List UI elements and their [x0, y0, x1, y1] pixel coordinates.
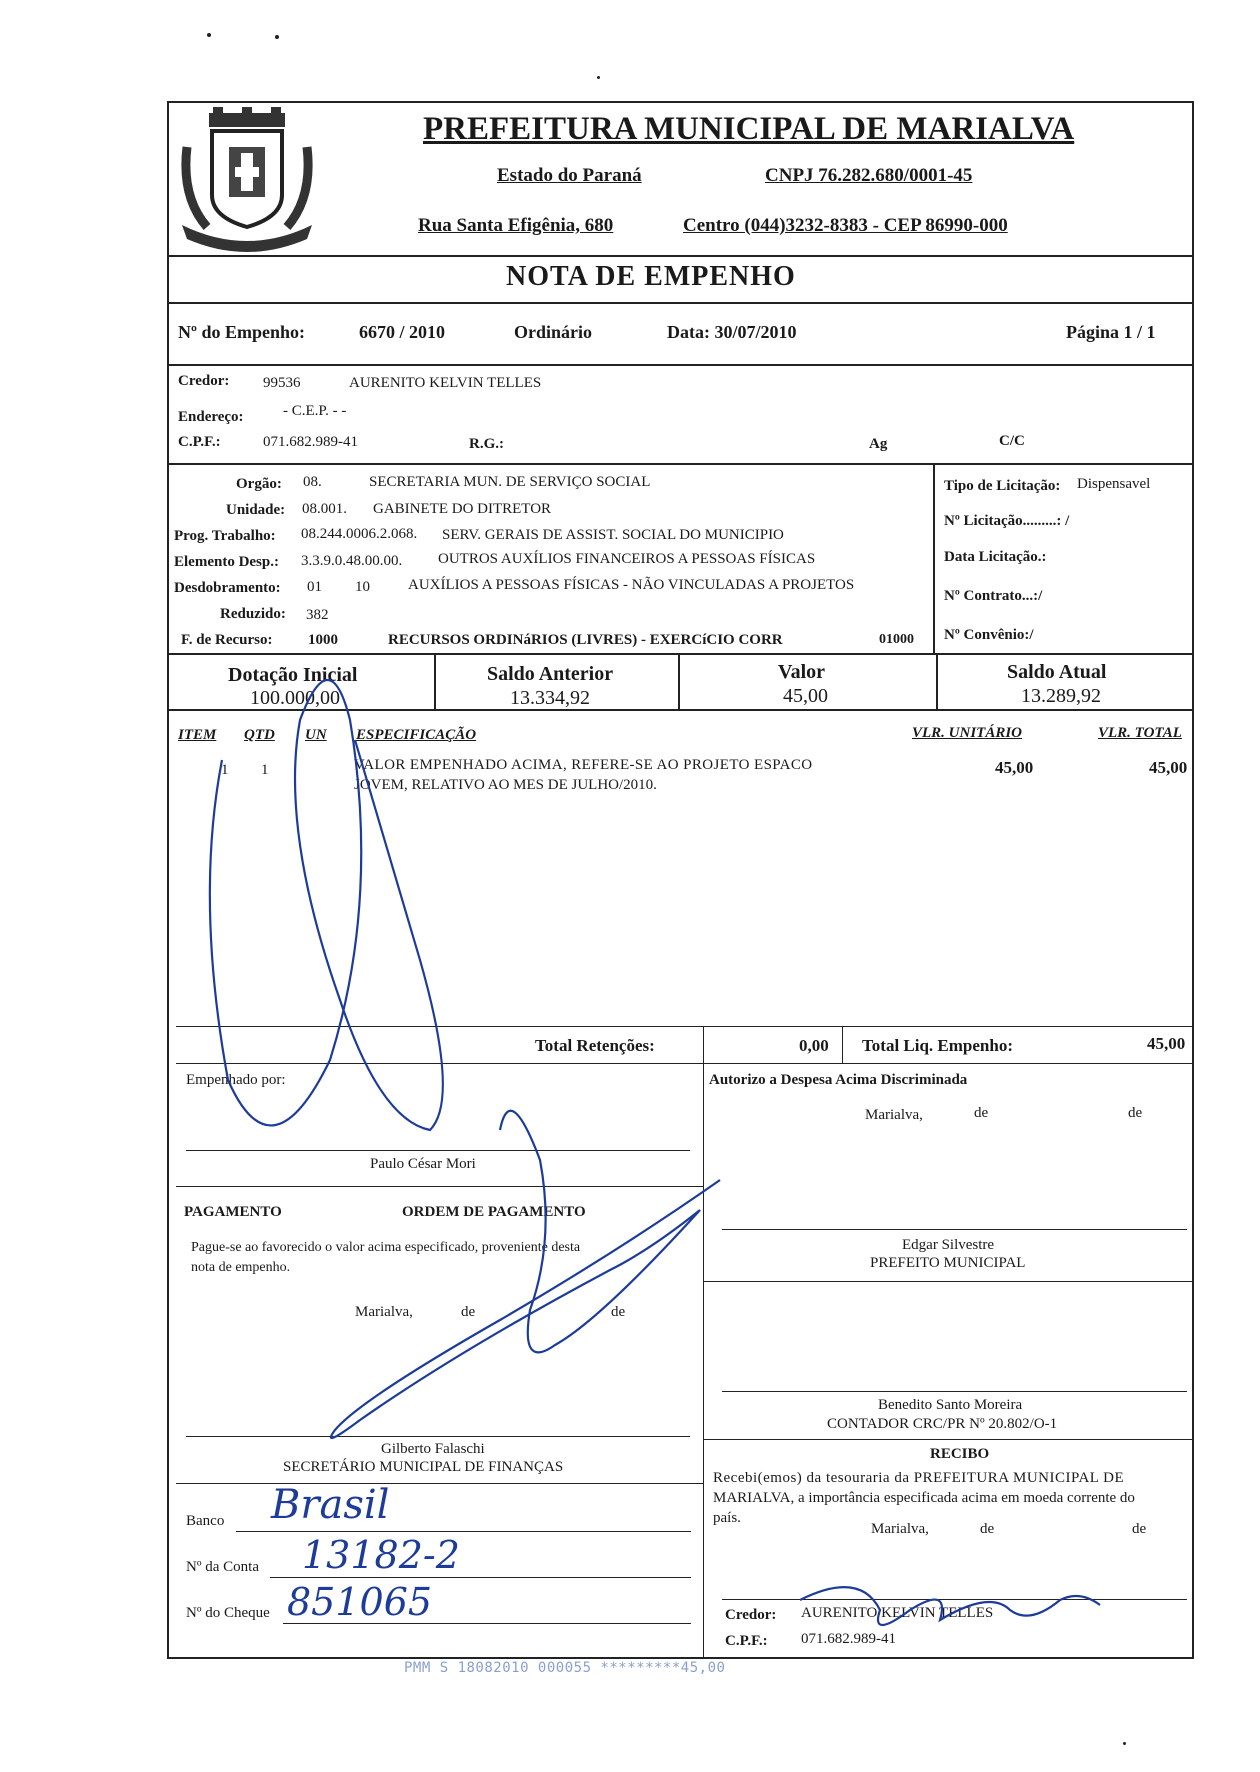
contador-name: Benedito Santo Moreira — [878, 1397, 1023, 1413]
pagamento-de1: de — [461, 1304, 476, 1320]
col-un: UN — [305, 727, 327, 743]
col-item: ITEM — [178, 727, 217, 743]
dotacao-label: Dotação Inicial — [228, 664, 358, 686]
prefeito-role: PREFEITO MUNICIPAL — [870, 1255, 1026, 1271]
fonte-value: RECURSOS ORDINáRIOS (LIVRES) - EXERCíCIO CORR — [388, 632, 783, 648]
orgao-label: Orgão: — [236, 476, 282, 492]
cc-label: C/C — [999, 433, 1025, 449]
row-item: 1 — [221, 762, 229, 778]
elemento-code: 3.3.9.0.48.00.00. — [301, 553, 403, 569]
pagamento-text-line2: nota de empenho. — [191, 1260, 291, 1275]
cpf-value: 071.682.989-41 — [263, 434, 358, 450]
empenho-number: 6670 / 2010 — [359, 322, 446, 342]
recibo-signature — [800, 1587, 1100, 1625]
autorizo-de2: de — [1128, 1105, 1143, 1121]
col-valor-total: VLR. TOTAL — [1098, 725, 1182, 741]
recibo-credor-name: AURENITO KELVIN TELLES — [801, 1605, 994, 1621]
ag-label: Ag — [869, 436, 888, 452]
col-especificacao: ESPECIFICAÇÃO — [356, 727, 477, 743]
reduzido-label: Reduzido: — [220, 606, 286, 622]
cheque-handwritten: 851065 — [287, 1580, 433, 1624]
prog-value: SERV. GERAIS DE ASSIST. SOCIAL DO MUNICIPIO — [442, 527, 784, 543]
autorizo-label: Autorizo a Despesa Acima Discriminada — [709, 1072, 968, 1088]
row-description-line2: JOVEM, RELATIVO AO MES DE JULHO/2010. — [354, 777, 657, 793]
ordem-pagamento-label: ORDEM DE PAGAMENTO — [402, 1204, 586, 1220]
elemento-value: OUTROS AUXÍLIOS FINANCEIROS A PESSOAS FÍSICAS — [438, 551, 816, 567]
row-total-value: 45,00 — [1149, 758, 1188, 777]
col-qtd: QTD — [244, 727, 275, 743]
secretario-name: Gilberto Falaschi — [381, 1441, 485, 1457]
recibo-de2: de — [1132, 1521, 1147, 1537]
secretario-role: SECRETÁRIO MUNICIPAL DE FINANÇAS — [283, 1459, 564, 1475]
cheque-label: Nº do Cheque — [186, 1605, 270, 1621]
desdobramento-value: AUXÍLIOS A PESSOAS FÍSICAS - NÃO VINCULADAS A PROJETOS — [408, 577, 855, 593]
elemento-label: Elemento Desp.: — [174, 554, 279, 570]
recibo-city: Marialva, — [871, 1521, 929, 1537]
empenhado-signature — [210, 680, 443, 1130]
header-title: PREFEITURA MUNICIPAL DE MARIALVA — [423, 111, 1075, 147]
col-valor-unitario: VLR. UNITÁRIO — [912, 725, 1023, 741]
conta-label: Nº da Conta — [186, 1559, 259, 1575]
recibo-text-line1: Recebi(emos) da tesouraria da PREFEITURA MUNICIPAL DE — [713, 1470, 1125, 1486]
tipo-licitacao-label: Tipo de Licitação: — [944, 478, 1061, 494]
row-description-line1: VALOR EMPENHADO ACIMA, REFERE-SE AO PROJETO ESPACO — [354, 757, 813, 773]
endereco-label: Endereço: — [178, 409, 244, 425]
reduzido-value: 382 — [306, 607, 329, 623]
saldo-anterior-label: Saldo Anterior — [487, 663, 614, 685]
recibo-title: RECIBO — [930, 1446, 990, 1462]
empenho-type: Ordinário — [514, 322, 593, 342]
contador-role: CONTADOR CRC/PR Nº 20.802/O-1 — [827, 1416, 1058, 1432]
tipo-licitacao-value: Dispensavel — [1077, 476, 1151, 492]
desdobramento-label: Desdobramento: — [174, 580, 281, 596]
credor-label: Credor: — [178, 373, 230, 389]
empenho-date: Data: 30/07/2010 — [667, 322, 797, 342]
row-unit-value: 45,00 — [995, 758, 1034, 777]
rg-label: R.G.: — [469, 436, 504, 452]
header-contact: Centro (044)3232-8383 - CEP 86990-000 — [683, 215, 1008, 236]
valor-label: Valor — [778, 661, 826, 683]
recibo-de1: de — [980, 1521, 995, 1537]
unidade-value: GABINETE DO DITRETOR — [373, 501, 552, 517]
credor-name: AURENITO KELVIN TELLES — [349, 375, 542, 391]
dotacao-value: 100.000,00 — [250, 687, 340, 709]
prog-code: 08.244.0006.2.068. — [301, 526, 418, 542]
total-liquido-value: 45,00 — [1147, 1034, 1186, 1053]
recibo-cpf-label: C.P.F.: — [725, 1633, 768, 1649]
numero-contrato: Nº Contrato...:/ — [944, 588, 1043, 604]
recibo-text-line2: MARIALVA, a importância especificada acima em moeda corrente do — [713, 1490, 1135, 1506]
empenho-label: Nº do Empenho: — [178, 322, 305, 342]
numero-licitacao: Nº Licitação.........: / — [944, 513, 1070, 529]
recibo-cpf-value: 071.682.989-41 — [801, 1631, 896, 1647]
saldo-atual-label: Saldo Atual — [1007, 661, 1107, 683]
desdobramento-code1: 01 — [307, 579, 322, 595]
document-title: NOTA DE EMPENHO — [506, 261, 796, 292]
pagamento-label: PAGAMENTO — [184, 1204, 282, 1220]
row-qtd: 1 — [261, 762, 269, 778]
header-cnpj: CNPJ 76.282.680/0001-45 — [765, 165, 973, 186]
orgao-value: SECRETARIA MUN. DE SERVIÇO SOCIAL — [369, 474, 651, 490]
pagamento-de2: de — [611, 1304, 626, 1320]
empenhado-name: Paulo César Mori — [370, 1156, 476, 1172]
total-retencoes-value: 0,00 — [799, 1036, 829, 1055]
total-liquido-label: Total Liq. Empenho: — [862, 1036, 1013, 1055]
conta-handwritten: 13182-2 — [302, 1533, 460, 1577]
valor-value: 45,00 — [783, 685, 828, 707]
unidade-code: 08.001. — [302, 501, 347, 517]
prefeito-name: Edgar Silvestre — [902, 1237, 995, 1253]
banco-label: Banco — [186, 1513, 225, 1529]
saldo-atual-value: 13.289,92 — [1021, 685, 1101, 707]
pagamento-city: Marialva, — [355, 1304, 413, 1320]
credor-code: 99536 — [263, 375, 301, 391]
payment-stamp: PMM S 18082010 000055 *********45,00 — [404, 1660, 726, 1676]
autorizo-city: Marialva, — [865, 1107, 923, 1123]
header-address: Rua Santa Efigênia, 680 — [418, 215, 614, 236]
data-licitacao: Data Licitação.: — [944, 549, 1047, 565]
endereco-value: - C.E.P. - - — [283, 403, 347, 419]
fonte-code: 1000 — [308, 632, 338, 648]
empenhado-label: Empenhado por: — [186, 1072, 286, 1088]
empenho-page: Página 1 / 1 — [1066, 322, 1156, 342]
desdobramento-code2: 10 — [355, 579, 370, 595]
autorizo-de1: de — [974, 1105, 989, 1121]
cpf-label: C.P.F.: — [178, 434, 221, 450]
total-retencoes-label: Total Retenções: — [535, 1036, 655, 1055]
numero-convenio: Nº Convênio:/ — [944, 627, 1034, 643]
orgao-code: 08. — [303, 474, 322, 490]
saldo-anterior-value: 13.334,92 — [510, 687, 590, 709]
unidade-label: Unidade: — [226, 502, 286, 518]
prog-label: Prog. Trabalho: — [174, 528, 276, 544]
pagamento-text-line1: Pague-se ao favorecido o valor acima especificado, proveniente desta — [191, 1240, 581, 1255]
banco-handwritten: Brasil — [271, 1482, 390, 1528]
header-state: Estado do Paraná — [497, 165, 642, 186]
recibo-text-line3: país. — [713, 1510, 741, 1526]
pagamento-signature — [331, 1111, 720, 1438]
recibo-credor-label: Credor: — [725, 1607, 777, 1623]
fonte-number: 01000 — [879, 632, 914, 647]
fonte-label: F. de Recurso: — [181, 632, 273, 648]
